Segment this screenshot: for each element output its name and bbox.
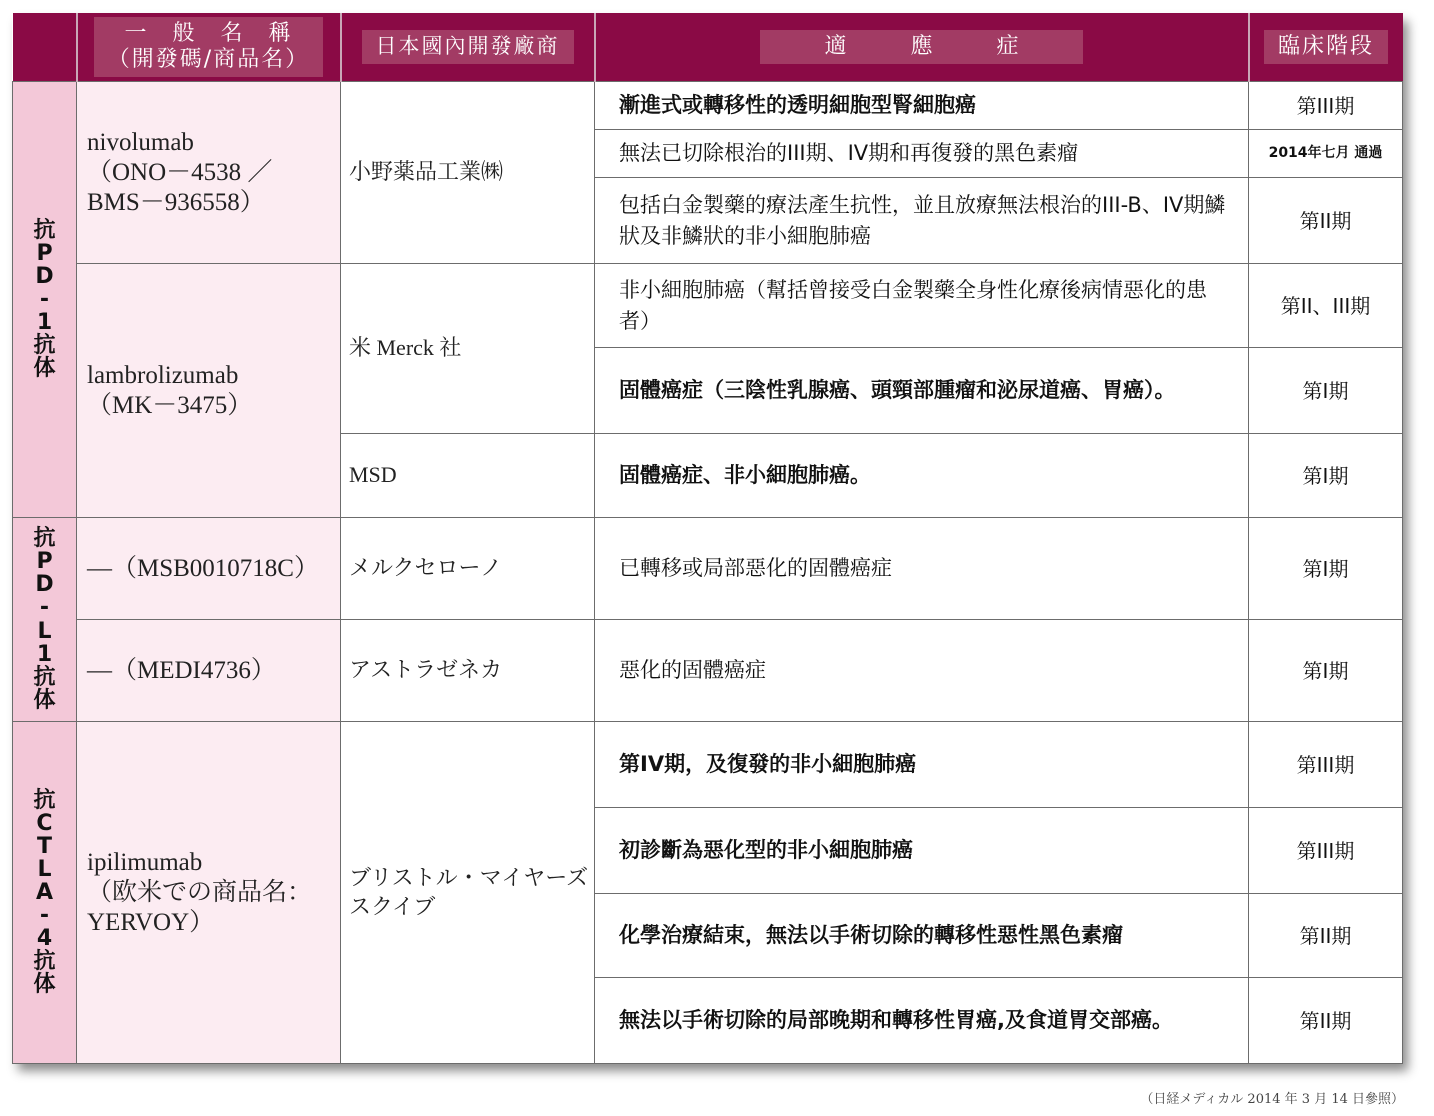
indication-cell: 固體癌症、非小細胞肺癌。 [595, 434, 1249, 518]
category-ctla4: 抗 C T L A - 4 抗 体 [13, 722, 77, 1064]
header-category [13, 13, 77, 82]
drug-msb0010718c: —（MSB0010718C） [77, 518, 341, 620]
indication-cell: 初診斷為惡化型的非小細胞肺癌 [595, 808, 1249, 894]
stage-cell: 第III期 [1249, 722, 1403, 808]
stage-cell: 第I期 [1249, 620, 1403, 722]
indication-cell: 固體癌症（三陰性乳腺癌、頭頸部腫瘤和泌尿道癌、胃癌）。 [595, 348, 1249, 434]
stage-cell: 第III期 [1249, 808, 1403, 894]
indication-cell: 惡化的固體癌症 [595, 620, 1249, 722]
category-pd1: 抗 P D - 1 抗 体 [13, 82, 77, 518]
indication-cell: 無法以手術切除的局部晚期和轉移性胃癌,及食道胃交部癌。 [595, 978, 1249, 1064]
table-row [13, 518, 1403, 620]
stage-cell: 第II期 [1249, 894, 1403, 978]
indication-cell: 無法已切除根治的III期、IV期和再復發的黑色素瘤 [595, 130, 1249, 178]
developer-merck: 米 Merck 社 [341, 264, 595, 434]
indication-cell: 包括白金製藥的療法產生抗性，並且放療無法根治的III-B、IV期鱗狀及非鱗狀的非小細胞肺癌 [595, 178, 1249, 264]
stage-cell: 第I期 [1249, 434, 1403, 518]
stage-cell: 第II、III期 [1249, 264, 1403, 348]
stage-cell: 第I期 [1249, 348, 1403, 434]
header-developer-label: 日本國內開發廠商 [362, 30, 574, 63]
drug-lambrolizumab: lambrolizumab （MK－3475） [77, 264, 341, 518]
drug-nivolumab: nivolumab （ONO－4538 ／ BMS－936558） [77, 82, 341, 264]
table-row [13, 82, 1403, 130]
drug-table-card [12, 13, 1402, 1063]
header-indication-label: 適應症 [760, 30, 1082, 64]
developer-astrazeneca: アストラゼネカ [341, 620, 595, 722]
indication-cell: 化學治療結束，無法以手術切除的轉移性惡性黑色素瘤 [595, 894, 1249, 978]
source-citation: （日経メディカル 2014 年 3 月 14 日參照） [1140, 1092, 1404, 1107]
drug-medi4736: —（MEDI4736） [77, 620, 341, 722]
header-indication [595, 13, 1249, 82]
header-developer [341, 13, 595, 82]
developer-bms: ブリストル・マイヤーズ スクイブ [341, 722, 595, 1064]
antibody-drug-table [12, 13, 1403, 1064]
category-pdl1: 抗 P D - L 1 抗 体 [13, 518, 77, 722]
indication-cell: 第IV期，及復發的非小細胞肺癌 [595, 722, 1249, 808]
drug-ipilimumab: ipilimumab （欧米での商品名： YERVOY） [77, 722, 341, 1064]
stage-cell: 第I期 [1249, 518, 1403, 620]
stage-cell: 第III期 [1249, 82, 1403, 130]
table-row [13, 264, 1403, 348]
header-stage [1249, 13, 1403, 82]
indication-cell: 非小細胞肺癌（幫括曾接受白金製藥全身性化療後病情惡化的患者） [595, 264, 1249, 348]
header-stage-label: 臨床階段 [1264, 30, 1388, 64]
header-row [13, 13, 1403, 82]
indication-cell: 已轉移或局部惡化的固體癌症 [595, 518, 1249, 620]
header-name-line2: （開發碼/商品名） [107, 47, 310, 72]
table-row [13, 620, 1403, 722]
developer-msd: MSD [341, 434, 595, 518]
developer-ono: 小野薬品工業㈱ [341, 82, 595, 264]
developer-merck-serono: メルクセローノ [341, 518, 595, 620]
stage-cell: 2014年七月 通過 [1249, 130, 1403, 178]
table-row [13, 722, 1403, 808]
header-name-line1: 一 般 名 稱 [124, 20, 293, 46]
stage-cell: 第II期 [1249, 178, 1403, 264]
indication-cell: 漸進式或轉移性的透明細胞型腎細胞癌 [595, 82, 1249, 130]
header-generic-name [77, 13, 341, 82]
stage-cell: 第II期 [1249, 978, 1403, 1064]
